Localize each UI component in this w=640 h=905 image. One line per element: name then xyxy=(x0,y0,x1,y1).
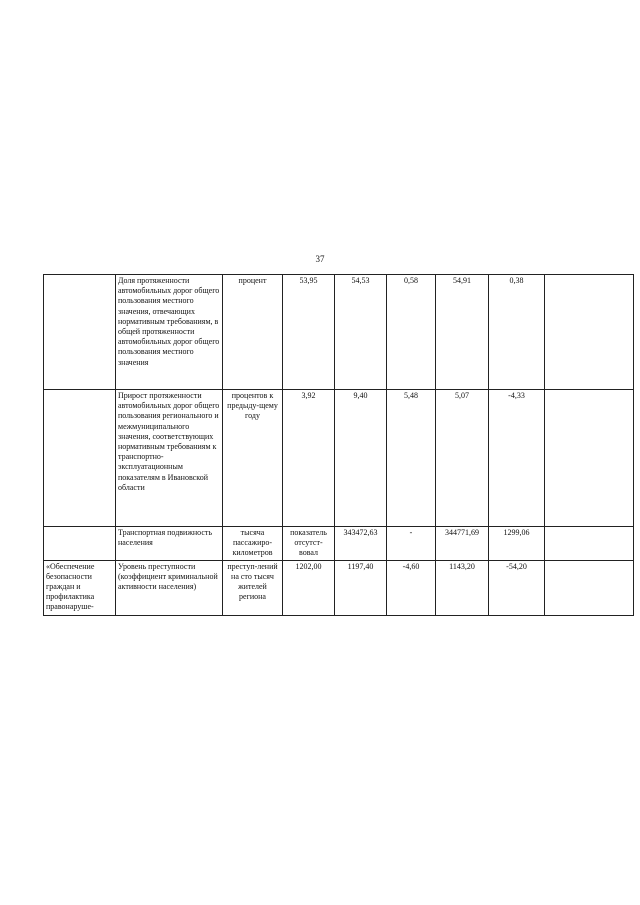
table-row xyxy=(44,390,634,527)
value-cell-5: 1299,06 xyxy=(489,527,545,561)
unit-cell: процент xyxy=(223,275,283,390)
indicator-cell: Доля протяженности автомобильных дорог общего пользования местного значения, отвечающих нормативным требованиям, в общей протяженности автомобильных дорог общего пользования местного значения xyxy=(116,275,223,390)
value-cell-2: 1197,40 xyxy=(335,560,387,615)
table-row xyxy=(44,527,634,561)
value-cell-6 xyxy=(545,560,634,615)
unit-cell: процентов к предыду-щему году xyxy=(223,390,283,527)
value-cell-5: -54,20 xyxy=(489,560,545,615)
value-cell-4: 5,07 xyxy=(436,390,489,527)
value-cell-6 xyxy=(545,275,634,390)
value-cell-3: -4,60 xyxy=(387,560,436,615)
value-cell-4: 54,91 xyxy=(436,275,489,390)
unit-cell: тысяча пассажиро-километров xyxy=(223,527,283,561)
value-cell-1: 1202,00 xyxy=(283,560,335,615)
value-cell-1: 53,95 xyxy=(283,275,335,390)
value-cell-5: 0,38 xyxy=(489,275,545,390)
value-cell-1: показатель отсутст-вовал xyxy=(283,527,335,561)
value-cell-2: 9,40 xyxy=(335,390,387,527)
page-number: 37 xyxy=(315,254,325,264)
indicator-cell: Транспортная подвижность населения xyxy=(116,527,223,561)
program-cell: «Обеспечение безопасности граждан и профилактика правонаруше- xyxy=(44,560,116,615)
indicators-table xyxy=(43,274,634,616)
indicator-cell: Прирост протяженности автомобильных дорог общего пользования регионального и межмуниципального значения, соответствующих нормативным требованиям к транспортно-эксплуатационным показателям в Ивановской области xyxy=(116,390,223,527)
value-cell-2: 343472,63 xyxy=(335,527,387,561)
value-cell-3: 5,48 xyxy=(387,390,436,527)
indicator-cell: Уровень преступности (коэффициент криминальной активности населения) xyxy=(116,560,223,615)
program-cell xyxy=(44,527,116,561)
value-cell-4: 1143,20 xyxy=(436,560,489,615)
value-cell-5: -4,33 xyxy=(489,390,545,527)
value-cell-3: 0,58 xyxy=(387,275,436,390)
table-row xyxy=(44,560,634,615)
value-cell-1: 3,92 xyxy=(283,390,335,527)
value-cell-3: - xyxy=(387,527,436,561)
program-cell xyxy=(44,275,116,390)
value-cell-2: 54,53 xyxy=(335,275,387,390)
value-cell-6 xyxy=(545,527,634,561)
unit-cell: преступ-лений на сто тысяч жителей региона xyxy=(223,560,283,615)
value-cell-4: 344771,69 xyxy=(436,527,489,561)
value-cell-6 xyxy=(545,390,634,527)
program-cell xyxy=(44,390,116,527)
table-row xyxy=(44,275,634,390)
